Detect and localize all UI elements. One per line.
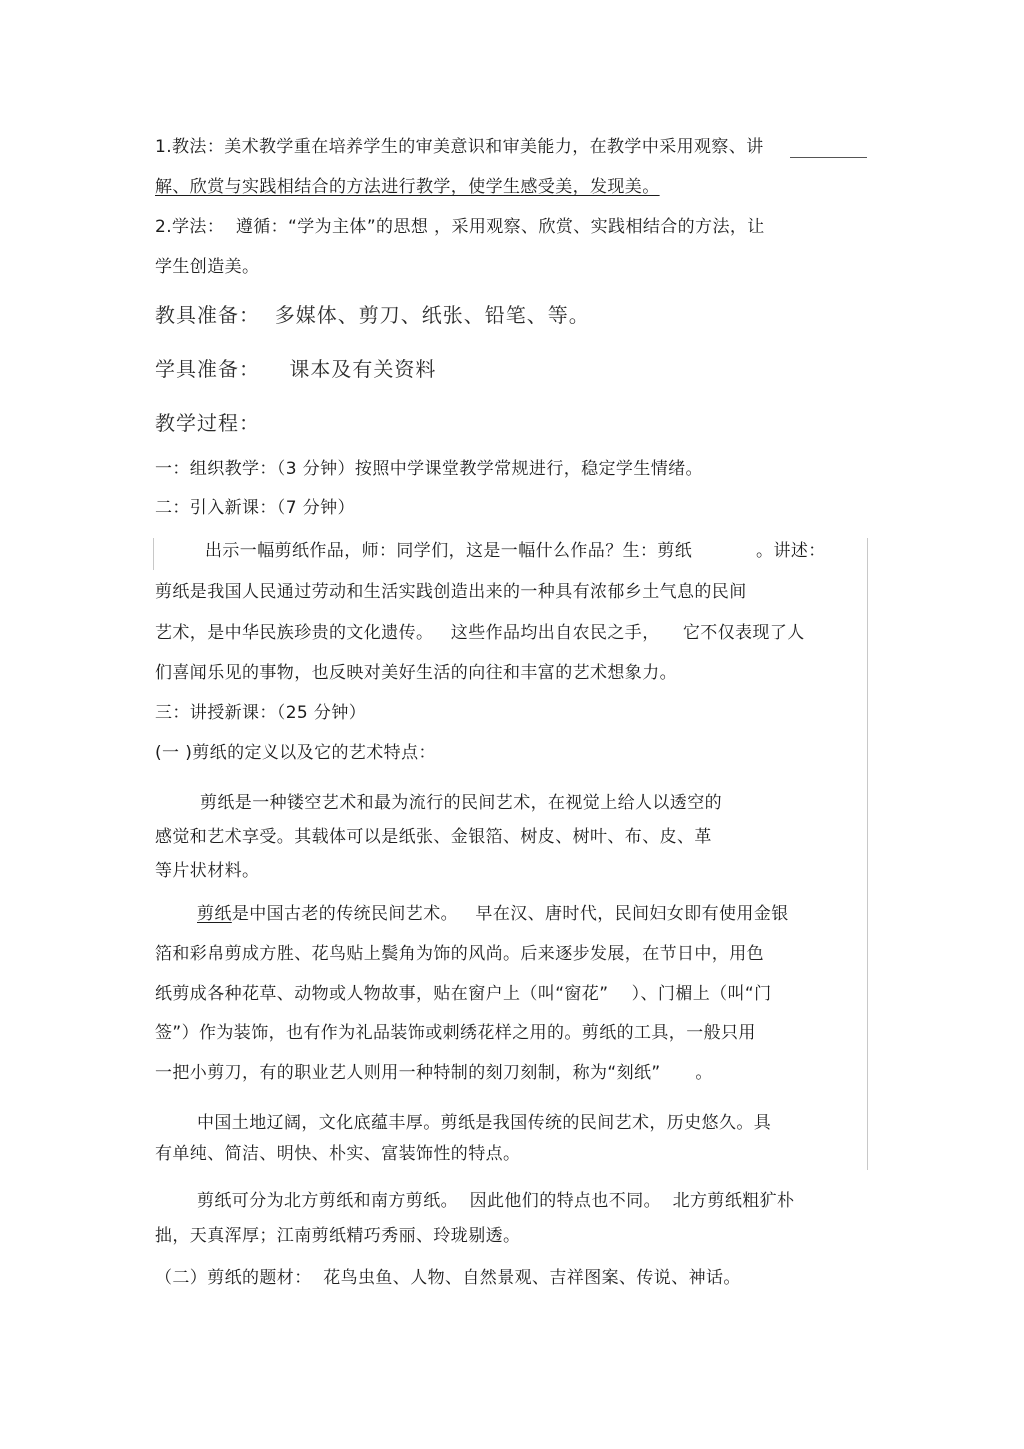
definition-line-3: 等片状材料。 [155,861,260,881]
definition-line-2: 感觉和艺术享受。其载体可以是纸张、金银箔、树皮、树叶、布、皮、革 [155,827,712,847]
teacher-prep: 教具准备： 多媒体、剪刀、纸张、铅笔、等。 [155,303,590,327]
definition-line-1: 剪纸是一种镂空艺术和最为流行的民间艺术，在视觉上给人以透空的 [200,793,722,813]
intro-line-4: 们喜闻乐见的事物，也反映对美好生活的向往和丰富的艺术想象力。 [155,663,677,683]
history-line-3: 纸剪成各种花草、动物或人物故事，贴在窗户上（叫“窗花” ）、门楣上（叫“门 [155,984,772,1004]
learn-method-line-2: 学生创造美。 [155,257,260,277]
teach-method-line-1: 1.教法：美术教学重在培养学生的审美意识和审美能力，在教学中采用观察、讲 [155,137,764,157]
process-heading: 教学过程： [155,411,260,435]
history-line-2: 箔和彩帛剪成方胜、花鸟贴上鬓角为饰的风尚。后来逐步发展，在节日中，用色 [155,944,764,964]
intro-line-1: 出示一幅剪纸作品，师：同学们，这是一幅什么作品？生：剪纸 。讲述： [205,541,826,561]
learn-method-line-1: 2.学法： 遵循：“学为主体”的思想 ，采用观察、欣赏、实践相结合的方法，让 [155,217,765,237]
history-line-5: 一把小剪刀，有的职业艺人则用一种特制的刻刀刻制，称为“刻纸” 。 [155,1063,713,1083]
history-line-1-text: 是中国古老的传统民间艺术。 早在汉、唐时代，民间妇女即有使用金银 [231,904,789,924]
intro-line-2: 剪纸是我国人民通过劳动和生活实践创造出来的一种具有浓郁乡土气息的民间 [155,582,747,602]
student-prep: 学具准备： 课本及有关资料 [155,357,437,381]
history-line-1 [197,903,789,925]
features-line-2: 有单纯、简洁、明快、朴实、富装饰性的特点。 [155,1144,521,1164]
history-underlined-word: 剪纸 [197,904,232,924]
step-2: 二：引入新课：（7 分钟） [155,498,355,518]
intro-line-3: 艺术，是中华民族珍贵的文化遗传。 这些作品均出自农民之手， 它不仅表现了人 [155,623,805,643]
region-line-1: 剪纸可分为北方剪纸和南方剪纸。 因此他们的特点也不同。 北方剪纸粗犷朴 [197,1191,795,1211]
history-line-4: 签”）作为装饰，也有作为礼品装饰或刺绣花样之用的。剪纸的工具，一般只用 [155,1023,756,1043]
subheading-2: （二）剪纸的题材： 花鸟虫鱼、人物、自然景观、吉祥图案、传说、神话。 [155,1268,741,1288]
left-border-line [153,538,154,570]
subheading-1: (一 )剪纸的定义以及它的艺术特点： [155,743,436,763]
region-line-2: 拙，天真浑厚；江南剪纸精巧秀丽、玲珑剔透。 [155,1226,521,1246]
underline-stroke [790,157,867,158]
features-line-1: 中国土地辽阔，文化底蕴丰厚。剪纸是我国传统的民间艺术，历史悠久。具 [197,1113,772,1133]
step-1: 一：组织教学：（3 分钟）按照中学课堂教学常规进行，稳定学生情绪。 [155,459,703,479]
step-3: 三：讲授新课：（25 分钟） [155,703,367,723]
right-border-line [867,538,868,1170]
teach-method-line-2: 解、欣赏与实践相结合的方法进行教学，使学生感受美，发现美。 [155,177,660,197]
